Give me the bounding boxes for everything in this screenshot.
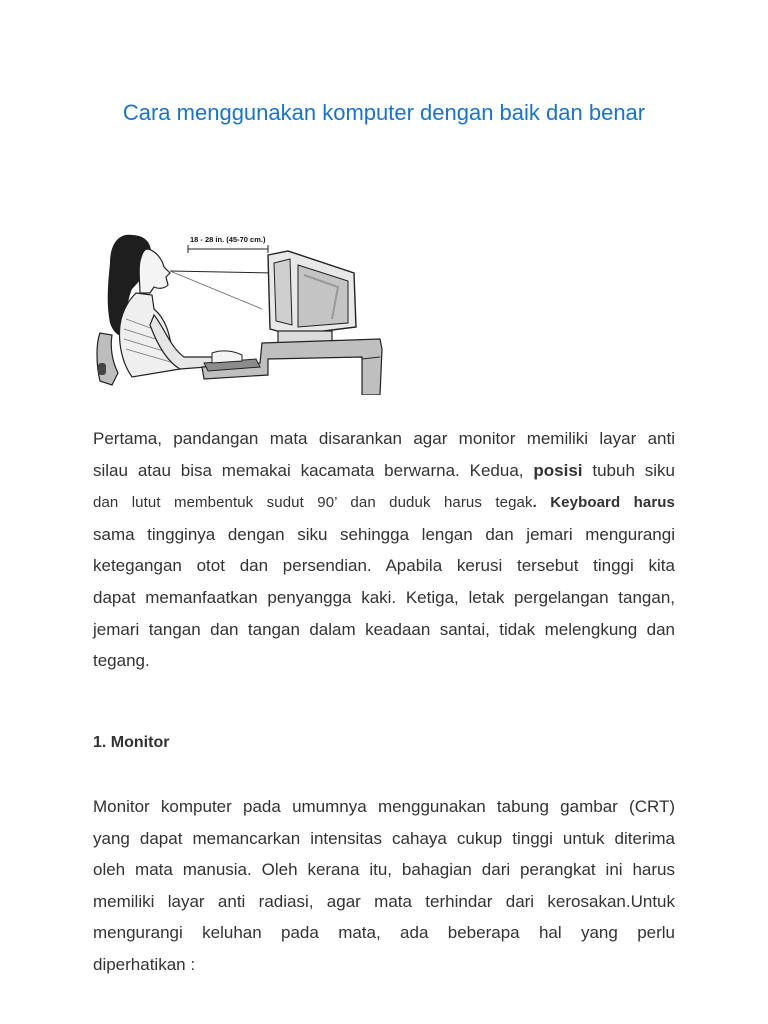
section-heading-monitor: 1. Monitor [93, 734, 170, 751]
bold-term-posisi: posisi [533, 460, 583, 480]
ergonomic-posture-illustration [92, 223, 384, 395]
page-title: Cara menggunakan komputer dengan baik dan benar [122, 100, 646, 125]
paragraph-line: memiliki layar anti radiasi, agar mata terhindar dari kerosakan.Untuk [93, 891, 675, 911]
paragraph-line [93, 455, 675, 487]
monitor-paragraph [93, 791, 675, 981]
intro-paragraph [93, 423, 675, 677]
chair [97, 333, 118, 385]
distance-label: 18 - 28 in. (45-70 cm.) [190, 235, 266, 244]
paragraph-line [93, 486, 675, 519]
paragraph-line: tegang. [93, 651, 150, 671]
woman-hands [212, 351, 242, 363]
paragraph-line: Pertama, pandangan mata disarankan agar monitor memiliki layar anti [93, 429, 675, 448]
bold-term-keyboard: . Keyboard harus [532, 494, 675, 512]
paragraph-line: jemari tangan dan tangan dalam keadaan santai, tidak melengkung dan [93, 619, 675, 639]
paragraph-line: yang dapat memancarkan intensitas cahaya cukup tinggi untuk diterima [93, 828, 675, 848]
paragraph-line: mengurangi keluhan pada mata, ada beberapa hal yang perlu [93, 923, 675, 943]
paragraph-text: tubuh siku [592, 460, 675, 480]
paragraph-line: diperhatikan : [93, 954, 196, 974]
sight-line [170, 271, 274, 273]
paragraph-line: sama tingginya dengan siku sehingga lengan dan jemari mengurangi [93, 524, 675, 544]
paragraph-text: silau atau bisa memakai kacamata berwarna. Kedua, [93, 460, 524, 480]
woman-torso [120, 293, 181, 377]
paragraph-line: dapat memanfaatkan penyangga kaki. Ketiga, letak pergelangan tangan, [93, 587, 675, 607]
woman-face [139, 249, 170, 293]
paragraph-line: Monitor komputer pada umumnya menggunakan tabung gambar (CRT) [93, 797, 675, 816]
paragraph-text: dan lutut membentuk sudut 90’ dan duduk harus tegak [93, 494, 533, 512]
paragraph-line: oleh mata manusia. Oleh kerana itu, bahagian dari perangkat ini harus [93, 860, 675, 880]
paragraph-line: ketegangan otot dan persendian. Apabila kerusi tersebut tinggi kita [93, 556, 675, 576]
